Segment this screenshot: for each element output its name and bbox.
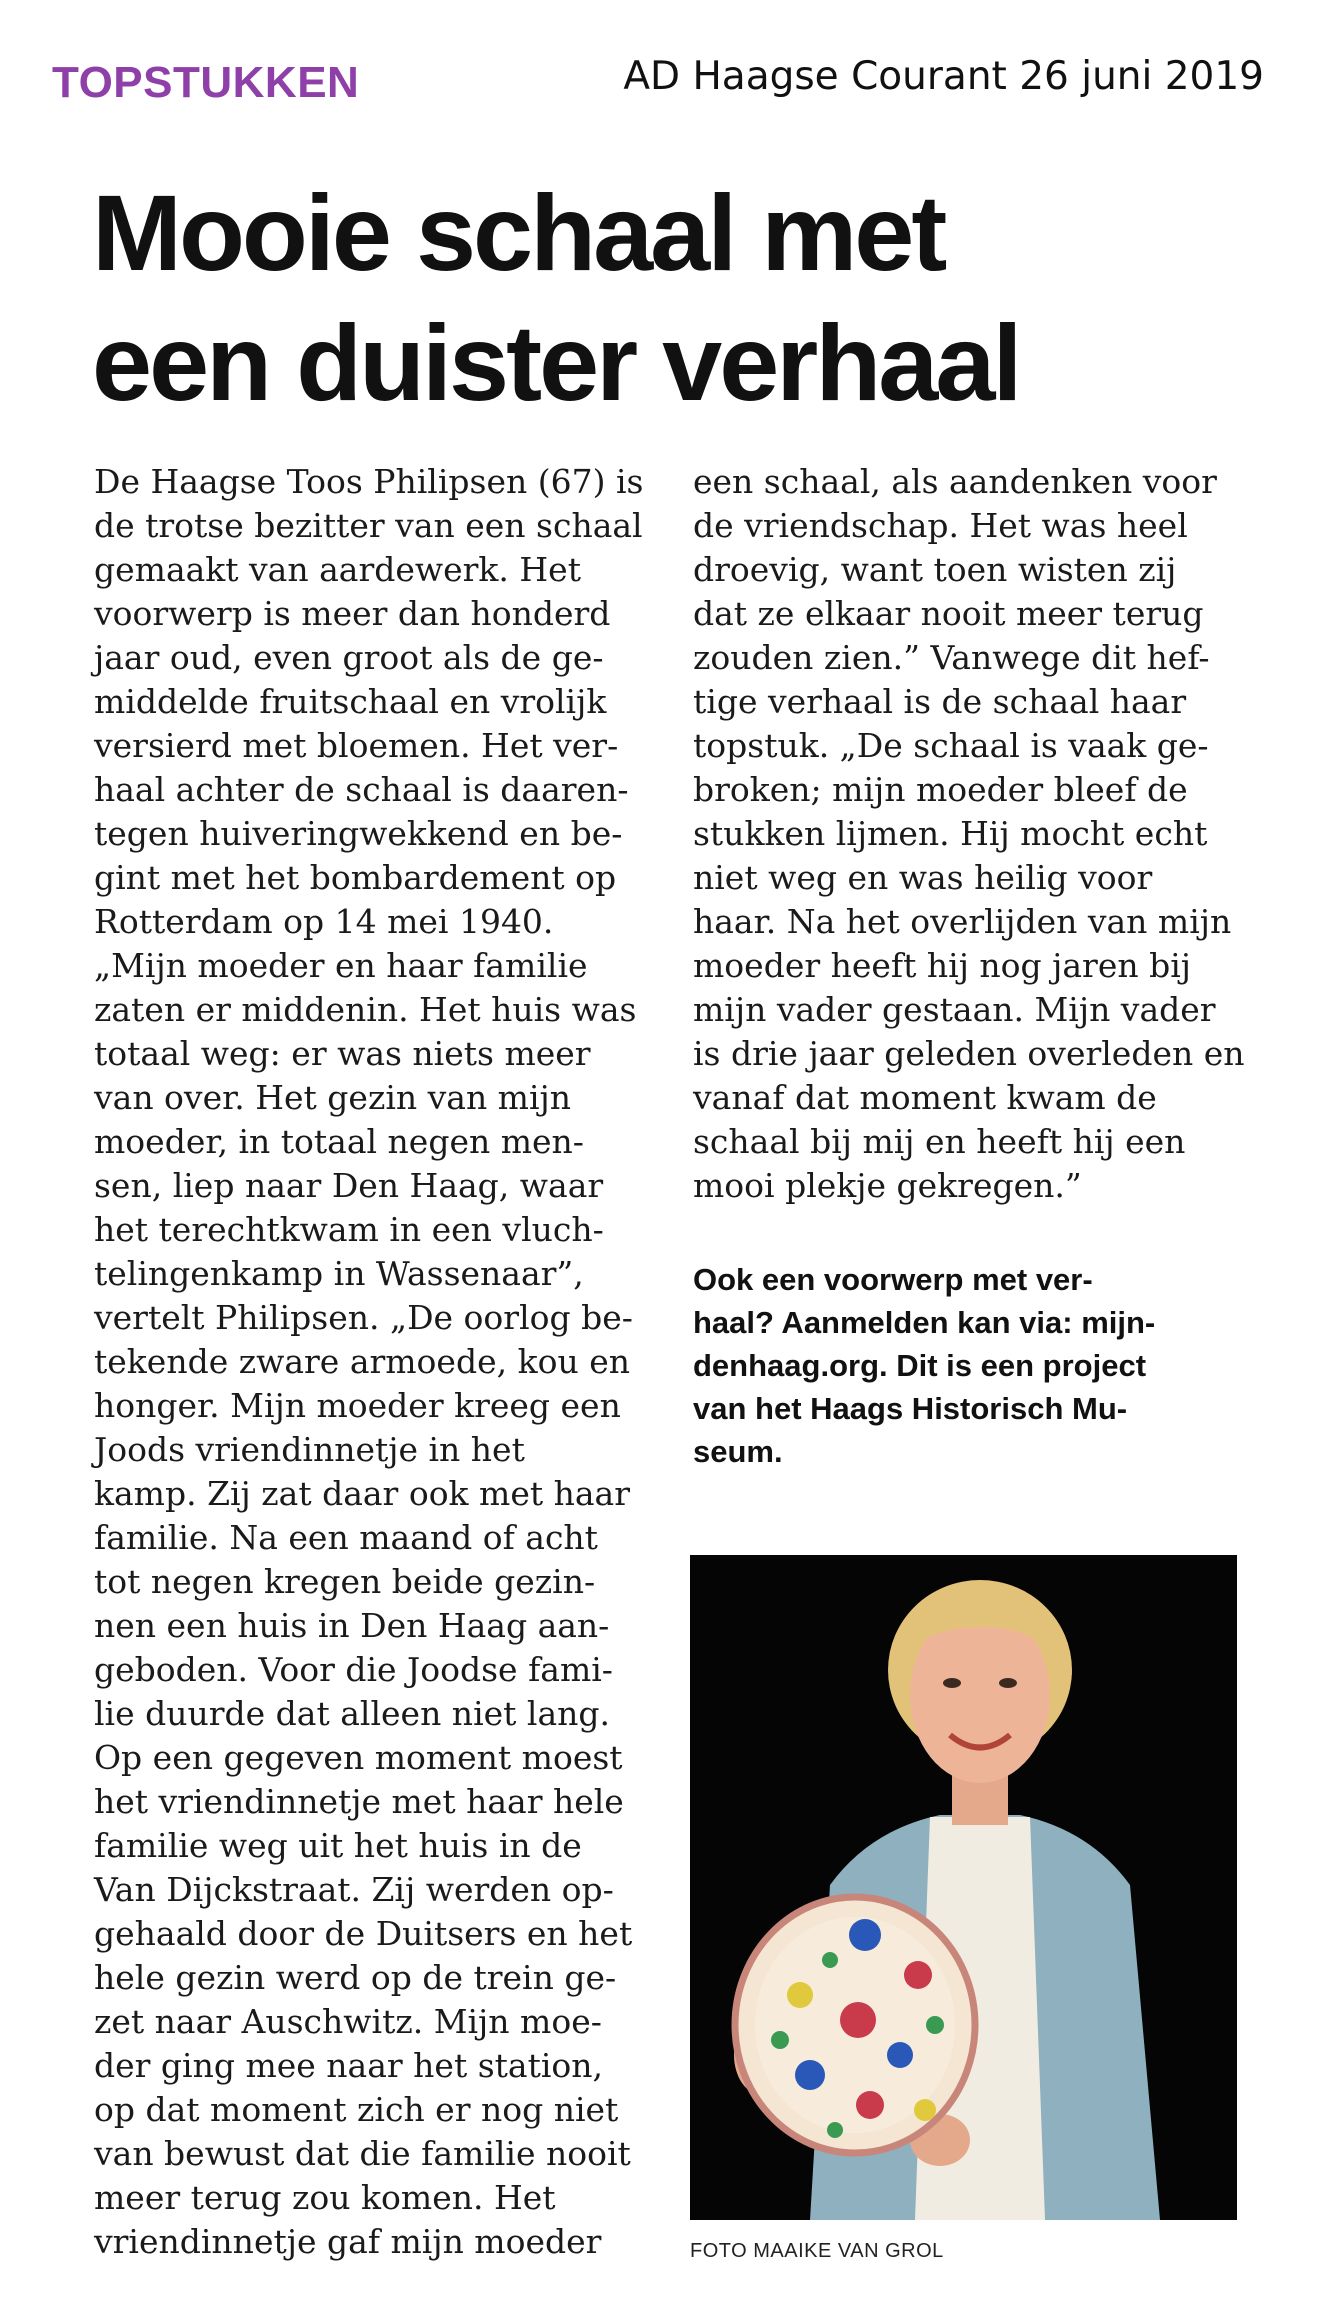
- article-column-left: [94, 460, 654, 2264]
- body-line: Rotterdam op 14 mei 1940.: [94, 902, 554, 941]
- body-line: gemaakt van aardewerk. Het: [94, 550, 581, 589]
- body-line: zet naar Auschwitz. Mijn moe-: [94, 2002, 602, 2041]
- body-line: de vriendschap. Het was heel: [693, 506, 1188, 545]
- body-line: De Haagse Toos Philipsen (67) is: [94, 462, 644, 501]
- body-line: gint met het bombardement op: [94, 858, 617, 897]
- body-line: voorwerp is meer dan honderd: [94, 594, 611, 633]
- body-line: vertelt Philipsen. „De oorlog be-: [94, 1298, 633, 1337]
- body-line: haal achter de schaal is daaren-: [94, 770, 629, 809]
- body-line: droevig, want toen wisten zij: [693, 550, 1177, 589]
- plate-shape: [735, 1897, 975, 2153]
- callout-line: seum.: [693, 1434, 783, 1469]
- body-line: stukken lijmen. Hij mocht echt: [693, 814, 1208, 853]
- body-line: versierd met bloemen. Het ver-: [94, 726, 619, 765]
- body-line: meer terug zou komen. Het: [94, 2178, 556, 2217]
- body-line: een schaal, als aandenken voor: [693, 462, 1217, 501]
- body-line: honger. Mijn moeder kreeg een: [94, 1386, 621, 1425]
- body-line: Van Dijckstraat. Zij werden op-: [94, 1870, 614, 1909]
- body-line: broken; mijn moeder bleef de: [693, 770, 1188, 809]
- body-line: haar. Na het overlijden van mijn: [693, 902, 1232, 941]
- body-line: kamp. Zij zat daar ook met haar: [94, 1474, 630, 1513]
- body-line: topstuk. „De schaal is vaak ge-: [693, 726, 1209, 765]
- body-line: hele gezin werd op de trein ge-: [94, 1958, 617, 1997]
- body-line: moeder heeft hij nog jaren bij: [693, 946, 1192, 985]
- callout-line: van het Haags Historisch Mu-: [693, 1391, 1128, 1426]
- body-line: telingenkamp in Wassenaar”,: [94, 1254, 584, 1293]
- body-line: zouden zien.” Vanwege dit hef-: [693, 638, 1210, 677]
- body-line: „Mijn moeder en haar familie: [94, 946, 588, 985]
- section-label: TOPSTUKKEN: [52, 58, 360, 107]
- body-line: mooi plekje gekregen.”: [693, 1166, 1082, 1205]
- body-line: van bewust dat die familie nooit: [94, 2134, 631, 2173]
- body-line: Op een gegeven moment moest: [94, 1738, 623, 1777]
- body-line: zaten er middenin. Het huis was: [94, 990, 637, 1029]
- body-line: dat ze elkaar nooit meer terug: [693, 594, 1204, 633]
- body-line: jaar oud, even groot als de ge-: [94, 638, 604, 677]
- body-line: middelde fruitschaal en vrolijk: [94, 682, 607, 721]
- body-line: de trotse bezitter van een schaal: [94, 506, 643, 545]
- callout-line: Ook een voorwerp met ver-: [693, 1262, 1093, 1297]
- headline: [92, 168, 1212, 428]
- body-line: tekende zware armoede, kou en: [94, 1342, 630, 1381]
- body-line: familie. Na een maand of acht: [94, 1518, 598, 1557]
- body-line: nen een huis in Den Haag aan-: [94, 1606, 610, 1645]
- body-line: der ging mee naar het station,: [94, 2046, 604, 2085]
- body-line: gehaald door de Duitsers en het: [94, 1914, 633, 1953]
- body-line: vriendinnetje gaf mijn moeder: [94, 2222, 602, 2261]
- publication-source: AD Haagse Courant 26 juni 2019: [623, 54, 1264, 99]
- body-line: familie weg uit het huis in de: [94, 1826, 582, 1865]
- body-line: het vriendinnetje met haar hele: [94, 1782, 624, 1821]
- callout-line: haal? Aanmelden kan via: mijn-: [693, 1305, 1156, 1340]
- body-line: vanaf dat moment kwam de: [693, 1078, 1157, 1117]
- body-line: tegen huiveringwekkend en be-: [94, 814, 623, 853]
- photo-woman-with-plate: [690, 1555, 1237, 2220]
- body-line: op dat moment zich er nog niet: [94, 2090, 619, 2129]
- article-column-right: [693, 460, 1253, 1208]
- body-line: mijn vader gestaan. Mijn vader: [693, 990, 1216, 1029]
- headline-line: een duister verhaal: [92, 302, 1020, 423]
- photo-credit: FOTO MAAIKE VAN GROL: [690, 2240, 944, 2262]
- body-line: is drie jaar geleden overleden en: [693, 1034, 1245, 1073]
- body-line: van over. Het gezin van mijn: [94, 1078, 572, 1117]
- body-line: geboden. Voor die Joodse fami-: [94, 1650, 613, 1689]
- body-line: het terechtkwam in een vluch-: [94, 1210, 604, 1249]
- photo-illustration: [690, 1555, 1237, 2220]
- body-line: niet weg en was heilig voor: [693, 858, 1153, 897]
- headline-line: Mooie schaal met: [92, 172, 945, 293]
- callout-box: [693, 1258, 1253, 1473]
- body-line: moeder, in totaal negen men-: [94, 1122, 584, 1161]
- callout-line: denhaag.org. Dit is een project: [693, 1348, 1147, 1383]
- body-line: lie duurde dat alleen niet lang.: [94, 1694, 610, 1733]
- body-line: Joods vriendinnetje in het: [94, 1430, 525, 1469]
- body-line: sen, liep naar Den Haag, waar: [94, 1166, 604, 1205]
- body-line: tot negen kregen beide gezin-: [94, 1562, 596, 1601]
- body-line: totaal weg: er was niets meer: [94, 1034, 591, 1073]
- body-line: schaal bij mij en heeft hij een: [693, 1122, 1186, 1161]
- body-line: tige verhaal is de schaal haar: [693, 682, 1187, 721]
